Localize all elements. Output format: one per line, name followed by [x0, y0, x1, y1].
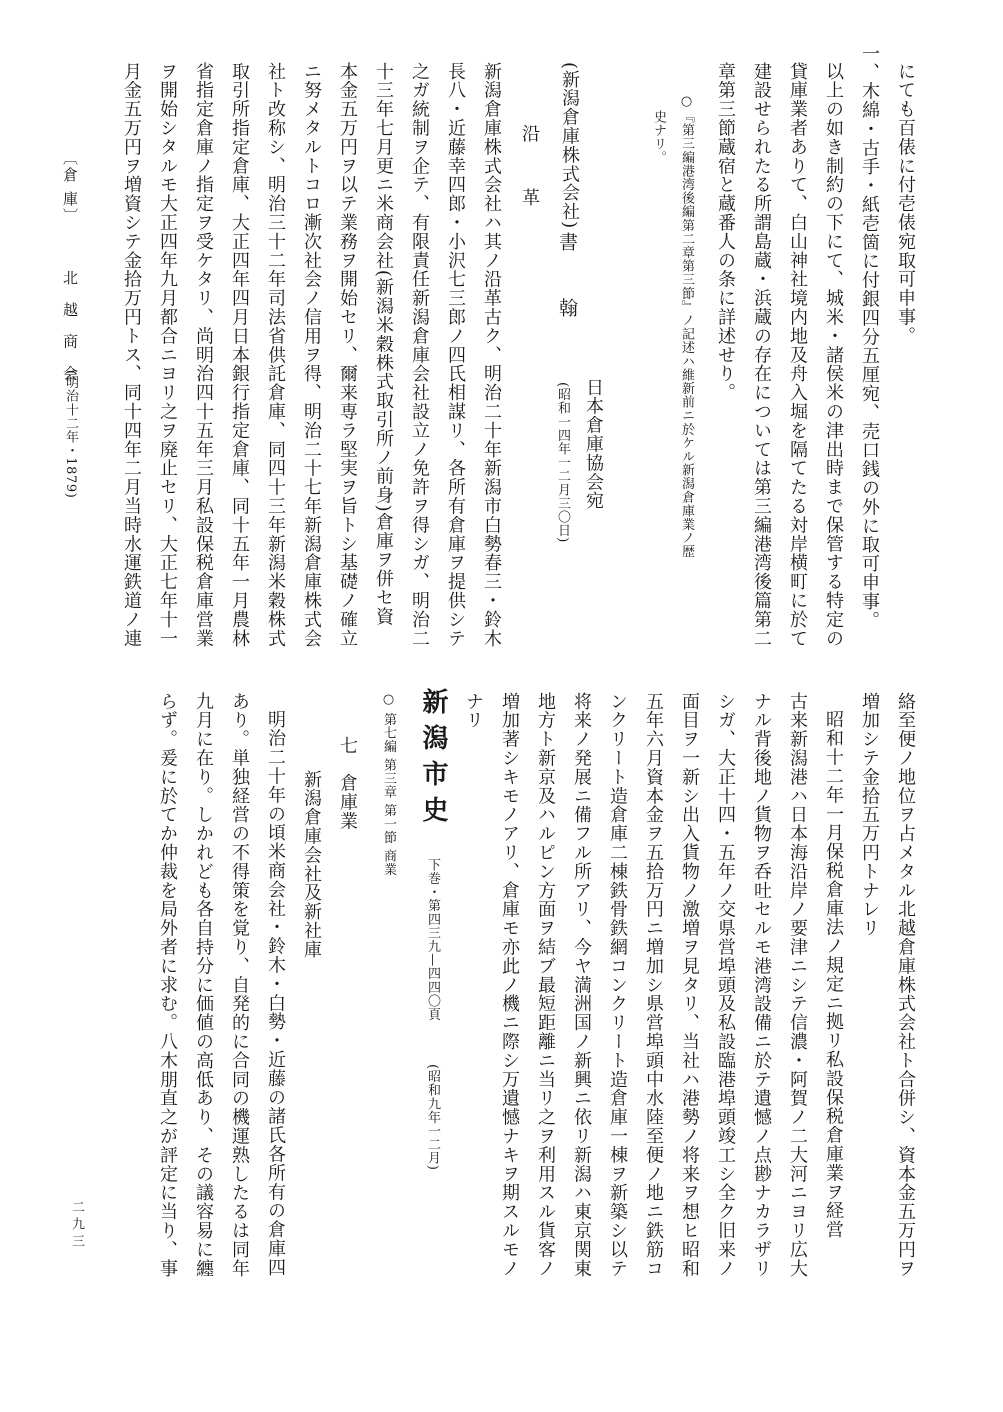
lower-col-11: 地方ト新京及ハルピン方面ヲ結ブ最短距離ニ当リ之ヲ利用スル貨客ノ [535, 692, 556, 1278]
upper-col-6: 章第三節蔵宿と蔵番人の条に詳述せり。 [715, 62, 736, 403]
upper-col-4: 貸庫業者ありて、白山神社境内地及舟入堀を隔てたる対岸横町に於て [787, 62, 808, 648]
note-line-2: 史ナリ。 [651, 110, 666, 165]
lower-col-4: 古来新潟港ハ日本海沿岸ノ要津ニシテ信濃・阿賀ノ二大河ニヨリ広大 [787, 692, 808, 1278]
lower-col-6: シガ、大正十四・五年ノ交県営埠頭及私設臨港埠頭竣工シ全ク旧来ノ [715, 692, 736, 1278]
recipient: 日本倉庫協会宛 [583, 378, 604, 511]
body-line-10: ヲ開始シタルモ大正四年九月都合ニヨリ之ヲ廃止セリ、大正七年十一 [157, 62, 178, 648]
body-line-11: 月金五万円ヲ増資シテ金拾万円トス、同十四年二月当時水運鉄道ノ連 [121, 62, 142, 648]
upper-col-2: 一、木綿・古手・紙壱箇に付銀四分五厘宛、売口銭の外に取可申事。 [859, 44, 880, 630]
text-line-2: あり。単独経営の不得策を覚り、自発的に合同の機運熟したるは同年 [229, 692, 250, 1278]
header-category-label: 〔倉 庫〕 [61, 150, 79, 225]
section-heading: 沿 革 [519, 124, 540, 220]
upper-col-5: 建設せられたる所謂島蔵・浜蔵の存在については第三編港湾後篇第二 [751, 62, 772, 648]
lower-col-8: 五年六月資本金ヲ五拾万円ニ増加シ県営埠頭中水陸至便ノ地ニ鉄筋コ [643, 692, 664, 1278]
body-line-8: 取引所指定倉庫、大正四年四月日本銀行指定倉庫、同十五年一月農林 [229, 62, 250, 648]
source-reference: ○ 第七編 第三章 第一節 商業 [381, 692, 396, 877]
page-number: 二九三 [69, 1200, 84, 1251]
lower-col-1: 絡至便ノ地位ヲ占メタル北越倉庫株式会社ト合併シ、資本金五万円ヲ [895, 692, 916, 1278]
lower-col-2: 増加シテ金拾五万円トナレリ [859, 692, 880, 938]
header-date: (明治十二年・1879) [63, 370, 78, 499]
section-seven: 七 倉庫業 [337, 736, 358, 831]
body-line-4: 十三年七月更ニ米商会社(新潟米穀株式取引所ノ前身)倉庫ヲ併セ資 [373, 62, 394, 626]
source-date: (昭和九年一二月) [425, 1064, 440, 1171]
header-source: 北 越 商 会 [61, 270, 79, 387]
source-pages: 下巻・第四三九—四四〇頁 [425, 858, 440, 1022]
lower-col-10: 将来ノ発展ニ備フル所アリ、今ヤ満洲国ノ新興ニ依リ新潟ハ東京関東 [571, 692, 592, 1278]
text-line-3: 九月に在り。しかれども各自持分に価値の高低あり、その議容易に纏 [193, 692, 214, 1278]
doc-title: 書 翰 [556, 232, 578, 331]
body-line-1: 新潟倉庫株式会社ハ其ノ沿革古ク、明治二十年新潟市白勢春三・鈴木 [481, 62, 502, 648]
lower-col-7: 面目ヲ一新シ出入貨物ノ激増ヲ見タリ、当社ハ港勢ノ将来ヲ想ヒ昭和 [679, 692, 700, 1278]
lower-col-5: ナル背後地ノ貨物ヲ呑吐セルモ港湾設備ニ於テ遺憾ノ点尠ナカラザリ [751, 692, 772, 1278]
doc-date: (昭和一四年一二月三〇日) [555, 382, 570, 543]
note-line-1: ○『第三編港湾後編第二章第三節』ノ記述ハ維新前ニ於ケル新潟倉庫業ノ歴 [679, 94, 694, 559]
lower-col-13: ナリ [463, 692, 484, 730]
body-line-7: 社ト改称シ、明治三十二年司法省供託倉庫、同四十三年新潟米穀株式 [265, 62, 286, 648]
source-title: 新潟市史 [418, 688, 448, 832]
lower-col-3: 昭和十二年一月保税倉庫法ノ規定ニ拠リ私設保税倉庫業ヲ経営 [823, 710, 844, 1240]
body-line-6: ニ努メタルトコロ漸次社会ノ信用ヲ得、明治二十七年新潟倉庫株式会 [301, 62, 322, 648]
body-line-3: 之ガ統制ヲ企テ、有限責任新潟倉庫会社設立ノ免許ヲ得シガ、明治二 [409, 62, 430, 648]
org-name: (新潟倉庫株式会社) [559, 62, 580, 230]
body-line-5: 本金五万円ヲ以テ業務ヲ開始セリ、爾来専ラ堅実ヲ旨トシ基礎ノ確立 [337, 62, 358, 648]
upper-col-3: 以上の如き制約の下にて、城米・諸侯米の津出時まで保管する特定の [823, 62, 844, 648]
body-line-2: 長八・近藤幸四郎・小沢七三郎ノ四氏相謀リ、各所有倉庫ヲ提供シテ [445, 62, 466, 648]
lower-col-9: ンクリート造倉庫二棟鉄骨鉄網コンクリート造倉庫一棟ヲ新築シ以テ [607, 692, 628, 1278]
text-line-4: らず。爰に於てか仲裁を局外者に求む。八木朋直之が評定に当り、事 [157, 692, 178, 1278]
lower-col-12: 増加著シキモノアリ、倉庫モ亦此ノ機ニ際シ万遺憾ナキヲ期スルモノ [499, 692, 520, 1278]
text-line-1: 明治二十年の頃米商会社・鈴木・白勢・近藤の諸氏各所有の倉庫四 [265, 710, 286, 1277]
upper-col-1: にても百俵に付壱俵宛取可申事。 [895, 62, 916, 346]
body-line-9: 省指定倉庫ノ指定ヲ受ケタリ、尚明治四十五年三月私設保税倉庫営業 [193, 62, 214, 648]
subsection-heading: 新潟倉庫会社及新社庫 [301, 770, 322, 959]
